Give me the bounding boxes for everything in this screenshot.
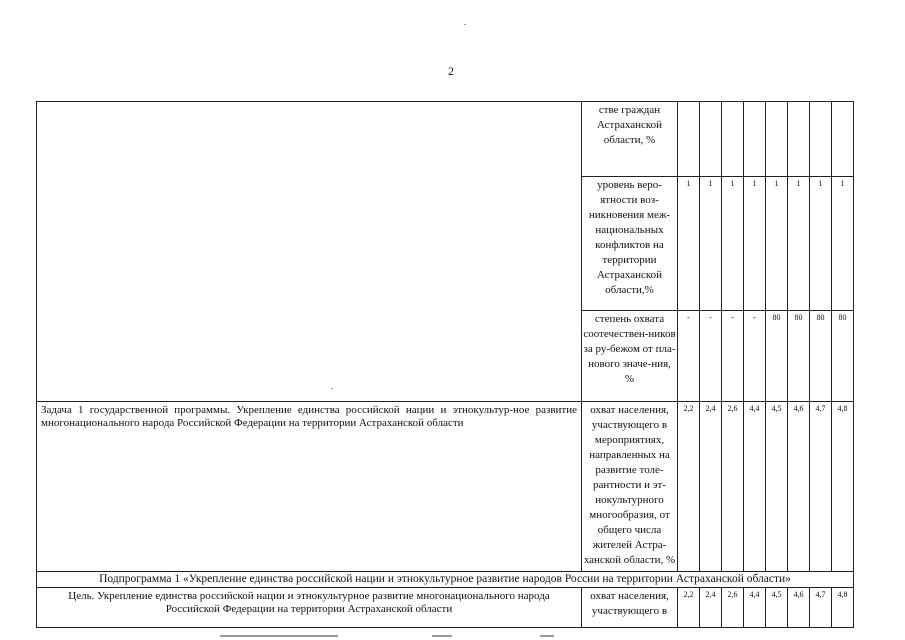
value-cell: 1 bbox=[832, 177, 854, 311]
value-cell: 4,5 bbox=[766, 588, 788, 628]
scan-artifact bbox=[540, 635, 554, 637]
value-cell bbox=[678, 102, 700, 177]
value-cell: 1 bbox=[722, 177, 744, 311]
indicator-cell: стве граждан Астраханской области, % bbox=[582, 102, 678, 177]
value-cell: 4,6 bbox=[788, 402, 810, 572]
value-cell: 4,4 bbox=[744, 588, 766, 628]
indicators-table bbox=[36, 101, 854, 628]
value-cell bbox=[744, 102, 766, 177]
subprogram-title: Подпрограмма 1 «Укрепление единства российской нации и этнокультурное развитие народов России на территории Астраханской области» bbox=[37, 572, 854, 588]
page-number: 2 bbox=[448, 64, 454, 78]
table-row bbox=[37, 572, 854, 588]
value-cell: - bbox=[678, 311, 700, 402]
value-cell: 4,7 bbox=[810, 402, 832, 572]
value-cell: 1 bbox=[810, 177, 832, 311]
indicator-cell: охват населения, участвующего в мероприятиях, направленных на развитие толе-рантности и эт-нокультурного многообразия, от общего числа жителей Астра-ханской области, % bbox=[582, 402, 678, 572]
row-description bbox=[37, 102, 582, 402]
value-cell: 4,4 bbox=[744, 402, 766, 572]
value-cell: 1 bbox=[678, 177, 700, 311]
value-cell: 2,6 bbox=[722, 402, 744, 572]
indicator-cell: охват населения, участвующего в bbox=[582, 588, 678, 628]
indicator-cell: степень охвата соотечествен-ников за ру-бежом от пла-нового значе-ния, % bbox=[582, 311, 678, 402]
table-row bbox=[37, 588, 854, 628]
value-cell bbox=[766, 102, 788, 177]
value-cell: 2,2 bbox=[678, 588, 700, 628]
scan-artifact bbox=[220, 635, 338, 637]
table-row bbox=[37, 102, 854, 177]
value-cell: 2,2 bbox=[678, 402, 700, 572]
value-cell: 2,6 bbox=[722, 588, 744, 628]
value-cell: 1 bbox=[700, 177, 722, 311]
value-cell: 1 bbox=[766, 177, 788, 311]
value-cell: 4,5 bbox=[766, 402, 788, 572]
value-cell: 80 bbox=[788, 311, 810, 402]
scan-speck bbox=[331, 388, 333, 389]
value-cell bbox=[722, 102, 744, 177]
value-cell: 4,6 bbox=[788, 588, 810, 628]
value-cell bbox=[810, 102, 832, 177]
value-cell: 4,8 bbox=[832, 588, 854, 628]
value-cell: 80 bbox=[766, 311, 788, 402]
scan-artifact bbox=[432, 635, 452, 637]
goal-description: Цель. Укрепление единства российской нации и этнокультурное развитие многонационального народа Российской Федерации на территории Астраханской области bbox=[37, 588, 582, 628]
value-cell bbox=[700, 102, 722, 177]
value-cell: - bbox=[744, 311, 766, 402]
value-cell: 1 bbox=[788, 177, 810, 311]
value-cell bbox=[832, 102, 854, 177]
value-cell: 2,4 bbox=[700, 402, 722, 572]
value-cell: 4,8 bbox=[832, 402, 854, 572]
value-cell: - bbox=[700, 311, 722, 402]
value-cell: 4,7 bbox=[810, 588, 832, 628]
value-cell bbox=[788, 102, 810, 177]
scan-speck bbox=[464, 24, 466, 25]
value-cell: 2,4 bbox=[700, 588, 722, 628]
value-cell: - bbox=[722, 311, 744, 402]
indicator-cell: уровень веро-ятности воз-никновения меж-национальных конфликтов на территории Астраханской области,% bbox=[582, 177, 678, 311]
table-row bbox=[37, 402, 854, 572]
value-cell: 80 bbox=[810, 311, 832, 402]
value-cell: 1 bbox=[744, 177, 766, 311]
task-description: Задача 1 государственной программы. Укрепление единства российской нации и этнокультур-ное развитие многонационального народа Российской Федерации на территории Астраханской области bbox=[37, 402, 582, 572]
value-cell: 80 bbox=[832, 311, 854, 402]
